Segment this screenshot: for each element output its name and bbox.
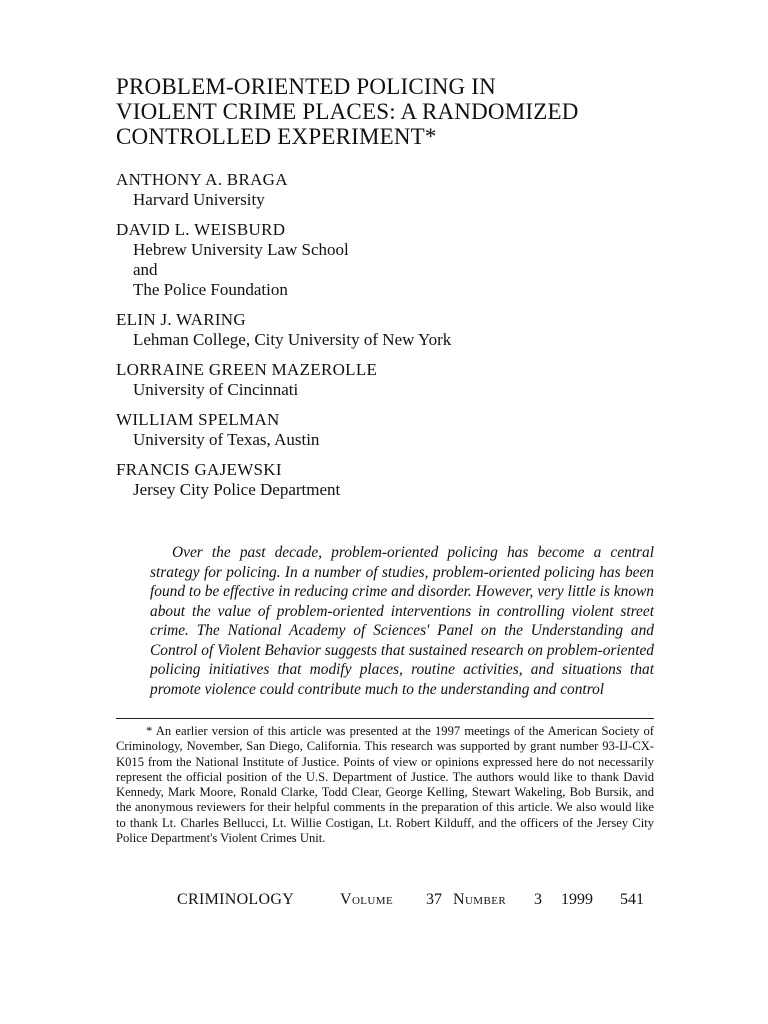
author-list (116, 170, 676, 510)
author-affiliation: Harvard University (133, 190, 265, 209)
author-affiliation: Lehman College, City University of New York (133, 330, 452, 349)
author-block (116, 220, 676, 300)
title-line: CONTROLLED EXPERIMENT* (116, 124, 437, 149)
journal-name: CRIMINOLOGY (177, 891, 295, 908)
issue-number: 3 (534, 891, 542, 908)
author-name: ANTHONY A. BRAGA (116, 170, 288, 189)
author-affiliation: Hebrew University Law School (133, 240, 349, 259)
author-block (116, 310, 676, 350)
author-block (116, 410, 676, 450)
footnote-divider (116, 718, 654, 719)
issue-label: Number (453, 891, 507, 908)
journal-footer (177, 890, 654, 910)
author-block (116, 170, 676, 210)
author-name: ELIN J. WARING (116, 310, 246, 329)
title-line: VIOLENT CRIME PLACES: A RANDOMIZED (116, 99, 579, 124)
author-affiliation: Jersey City Police Department (133, 480, 341, 499)
author-affiliation: The Police Foundation (133, 280, 288, 299)
author-block (116, 460, 676, 500)
abstract-text: Over the past decade, problem-oriented policing has become a central strategy for policing. In a number of studies, problem-oriented policing has been found to be effective in reducing crime and disorder. However, very little is known about the value of problem-oriented interventions in controlling violent street crime. The National Academy of Sciences' Panel on the Understanding and Control of Violent Behavior suggests that sustained research on problem-oriented policing initiatives that modify places, routine activities, and situations that promote violence could contribute much to the understanding and control (150, 544, 654, 698)
author-affiliation: University of Cincinnati (133, 380, 299, 399)
author-name: DAVID L. WEISBURD (116, 220, 286, 239)
author-name: FRANCIS GAJEWSKI (116, 460, 282, 479)
footnote-text: * An earlier version of this article was presented at the 1997 meetings of the American Society of Criminology, November, San Diego, California. This research was supported by grant number 93-IJ-CX-K015 from the National Institute of Justice. Points of view or opinions expressed here do not necessarily represent the official position of the U.S. Department of Justice. The authors would like to thank David Kennedy, Mark Moore, Ronald Clarke, Todd Clear, George Kelling, Stewart Wakeling, Bob Bursik, and the anonymous reviewers for their helpful comments in the preparation of this article. We also would like to thank Lt. Charles Bellucci, Lt. Willie Costigan, Lt. Robert Kilduff, and the officers of the Jersey City Police Department's Violent Crimes Unit. (116, 724, 654, 846)
author-affiliation: University of Texas, Austin (133, 430, 320, 449)
volume-number: 37 (426, 891, 442, 908)
page-number: 541 (620, 891, 644, 908)
author-name: WILLIAM SPELMAN (116, 410, 280, 429)
article-title (116, 74, 676, 149)
volume-label: Volume (340, 891, 394, 908)
publication-year: 1999 (561, 891, 593, 908)
author-block (116, 360, 676, 400)
author-name: LORRAINE GREEN MAZEROLLE (116, 360, 378, 379)
title-line: PROBLEM-ORIENTED POLICING IN (116, 74, 496, 99)
author-affiliation: and (133, 260, 158, 279)
